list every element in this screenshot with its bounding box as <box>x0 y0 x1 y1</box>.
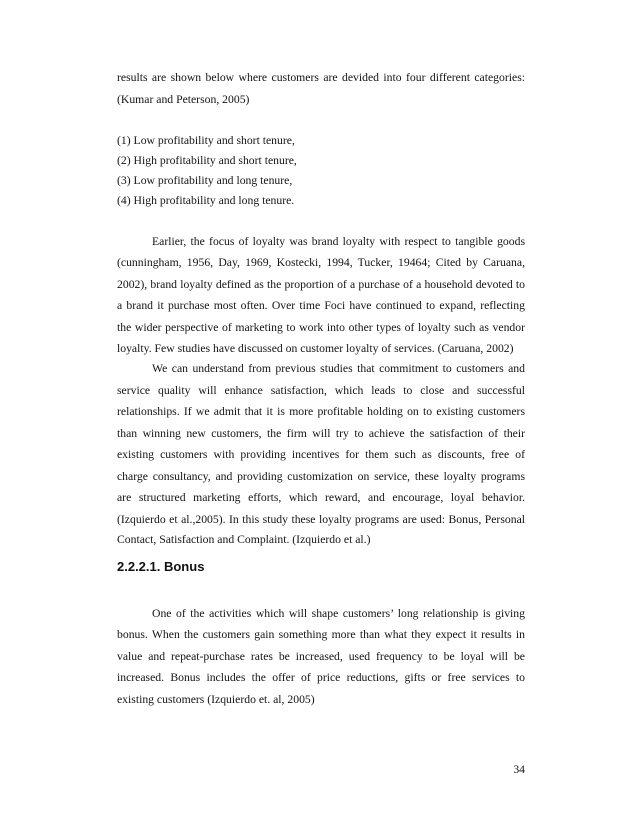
paragraph3-line-4: increased. Bonus includes the offer of price reductions, gifts or free services to <box>117 671 525 684</box>
intro-line-1: results are shown below where customers are devided into four different categories: <box>117 71 525 84</box>
paragraph3-line-1: One of the activities which will shape customers’ long relationship is giving <box>152 607 525 620</box>
paragraph2-line-7: are structured marketing efforts, which reward, and encourage, loyal behavior. <box>117 491 525 504</box>
paragraph2-line-3: relationships. If we admit that it is more profitable holding on to existing customers <box>117 405 525 418</box>
paragraph1-line-1: Earlier, the focus of loyalty was brand loyalty with respect to tangible goods <box>152 235 525 248</box>
intro-line-2: (Kumar and Peterson, 2005) <box>117 93 250 106</box>
category-item-2: (2) High profitability and short tenure, <box>117 154 297 167</box>
paragraph2-line-6: charge consultancy, and providing customization on service, these loyalty programs <box>117 470 525 483</box>
paragraph2-line-8: (Izquierdo et al.,2005). In this study these loyalty programs are used: Bonus, Personal <box>117 513 525 526</box>
paragraph1-line-5: the wider perspective of marketing to work into other types of loyalty such as vendor <box>117 321 525 334</box>
paragraph1-line-2: (cunningham, 1956, Day, 1969, Kostecki, 1994, Tucker, 19464; Cited by Caruana, <box>117 256 525 269</box>
paragraph3-line-5: existing customers (Izquierdo et. al, 2005) <box>117 693 315 706</box>
category-item-3: (3) Low profitability and long tenure, <box>117 174 293 187</box>
paragraph2-line-5: existing customers with providing incentives for them such as discounts, free of <box>117 448 525 461</box>
category-item-1: (1) Low profitability and short tenure, <box>117 134 295 147</box>
paragraph1-line-4: a brand it purchase most often. Over time Foci have continued to expand, reflecting <box>117 299 525 312</box>
paragraph1-line-6: loyalty. Few studies have discussed on customer loyalty of services. (Caruana, 2002) <box>117 342 514 355</box>
section-heading: 2.2.2.1. Bonus <box>117 559 205 574</box>
paragraph2-line-9: Contact, Satisfaction and Complaint. (Izquierdo et al.) <box>117 533 371 546</box>
paragraph2-line-4: than winning new customers, the firm will try to achieve the satisfaction of their <box>117 427 525 440</box>
paragraph3-line-2: bonus. When the customers gain something more than what they expect it results in <box>117 628 525 641</box>
paragraph2-line-1: We can understand from previous studies that commitment to customers and <box>152 362 525 375</box>
paragraph2-line-2: service quality will enhance satisfaction, which leads to close and successful <box>117 384 525 397</box>
paragraph1-line-3: 2002), brand loyalty defined as the proportion of a purchase of a household devoted to <box>117 278 525 291</box>
category-item-4: (4) High profitability and long tenure. <box>117 194 295 207</box>
page-number: 34 <box>513 763 525 776</box>
paragraph3-line-3: value and repeat-purchase rates be increased, used frequency to be loyal will be <box>117 650 525 663</box>
